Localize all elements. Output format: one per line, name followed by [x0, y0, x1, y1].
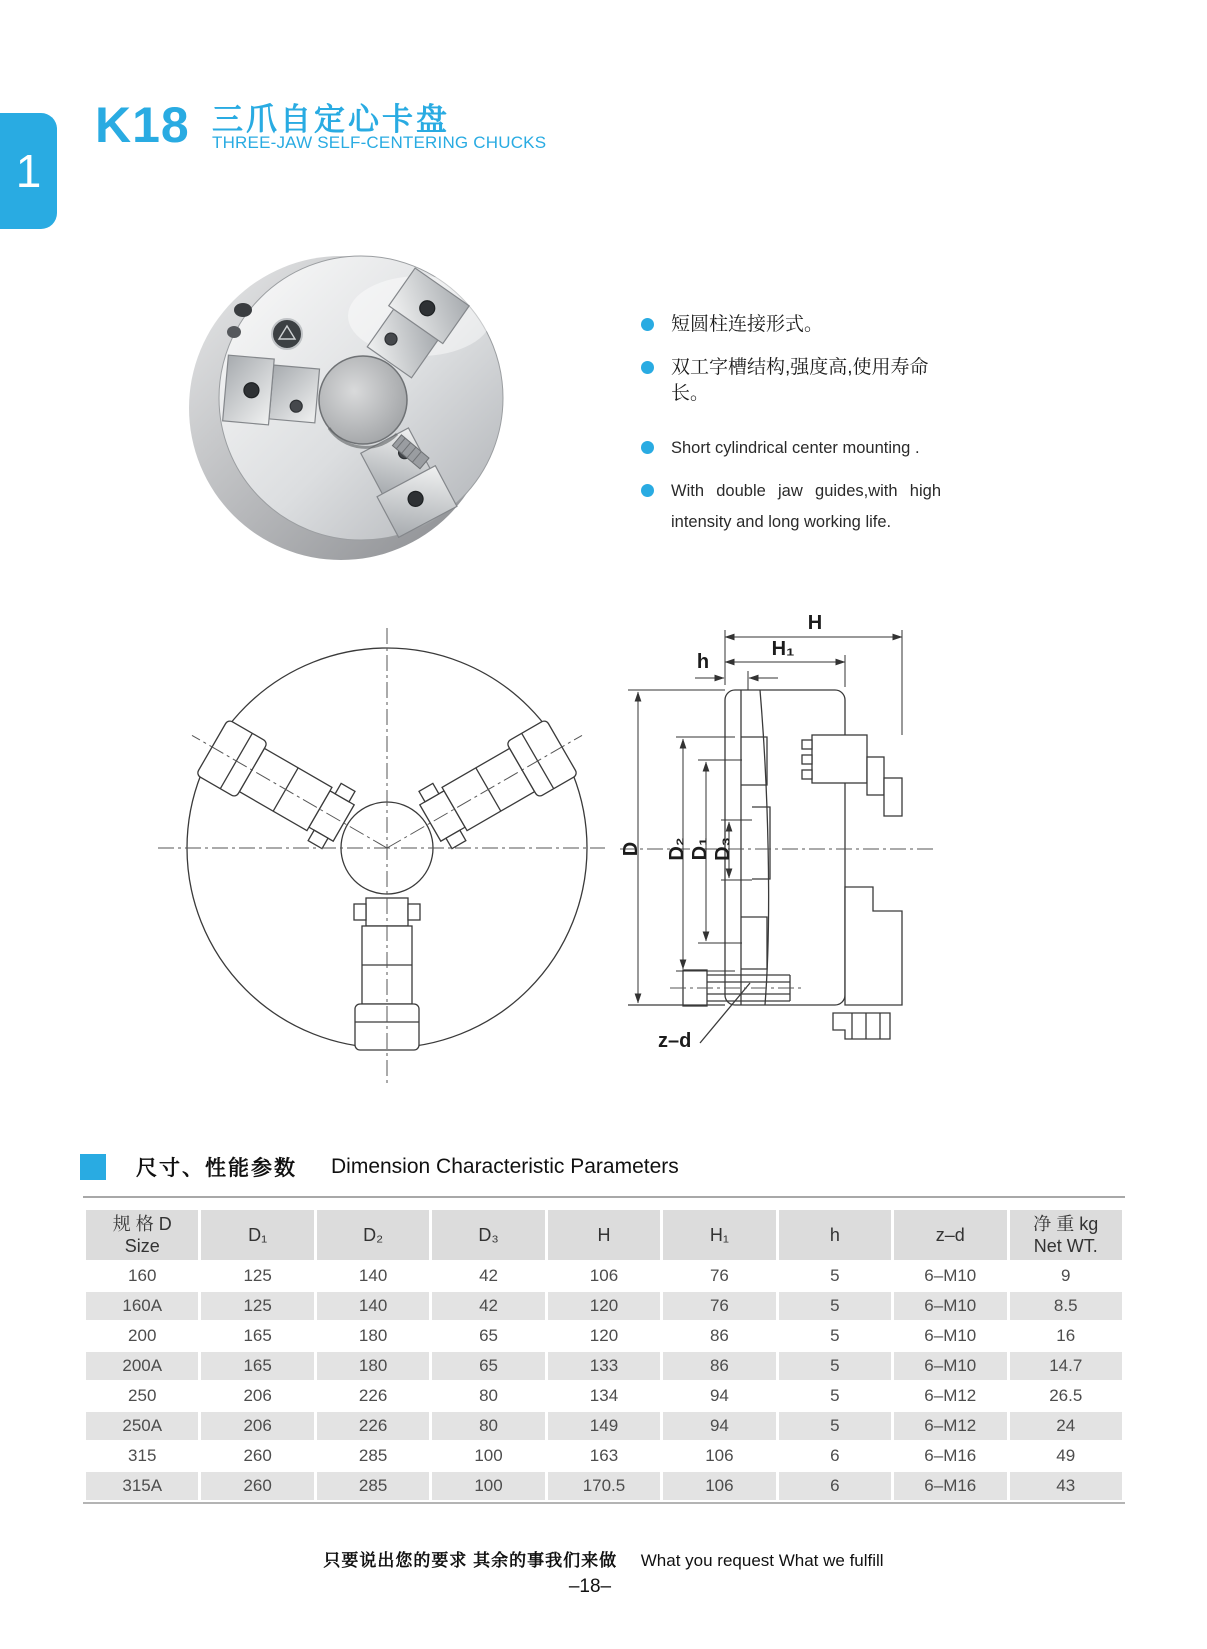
table-cell: 24 — [1010, 1412, 1123, 1440]
section-title-en: Dimension Characteristic Parameters — [331, 1155, 679, 1178]
dim-label-zd: z–d — [658, 1030, 692, 1052]
table-cell: 16 — [1010, 1322, 1123, 1350]
table-cell: 163 — [548, 1442, 660, 1470]
table-cell: 250 — [86, 1382, 198, 1410]
table-header-cell: z–d — [894, 1210, 1006, 1260]
table-cell: 120 — [548, 1292, 660, 1320]
slogan-en: What you request What we fulfill — [640, 1551, 884, 1570]
chuck-photo-group — [189, 256, 503, 560]
table-row — [86, 1472, 1122, 1500]
footer-slogan — [0, 1546, 1207, 1571]
table-header-cell: H₁ — [663, 1210, 775, 1260]
feature-text: 双工字槽结构,强度高,使用寿命长。 — [671, 357, 929, 404]
section-title-zh: 尺寸、性能参数 — [136, 1157, 297, 1180]
table-cell: 100 — [432, 1472, 544, 1500]
chapter-tab — [0, 113, 57, 229]
table-cell: 5 — [779, 1262, 891, 1290]
dim-label-H: H — [807, 612, 823, 634]
table-cell: 6 — [779, 1472, 891, 1500]
table-cell: 94 — [663, 1412, 775, 1440]
table-header-cell: D₁ — [201, 1210, 313, 1260]
chapter-number: 1 — [15, 145, 42, 197]
dim-label-D3: D₃ — [712, 837, 734, 861]
brand-badge — [272, 319, 302, 349]
table-row — [86, 1442, 1122, 1470]
table-cell: 149 — [548, 1412, 660, 1440]
dimension-table — [83, 1208, 1125, 1502]
feature-text: Short cylindrical center mounting . — [671, 439, 920, 457]
table-cell: 6 — [779, 1442, 891, 1470]
spec-table-wrap — [83, 1196, 1125, 1504]
table-cell: 206 — [201, 1382, 313, 1410]
table-header-cell: h — [779, 1210, 891, 1260]
table-header-cell: 净 重 kg Net WT. — [1010, 1210, 1123, 1260]
table-cell: 49 — [1010, 1442, 1123, 1470]
table-cell: 160 — [86, 1262, 198, 1290]
table-header-cell: H — [548, 1210, 660, 1260]
table-cell: 160A — [86, 1292, 198, 1320]
table-cell: 226 — [317, 1412, 429, 1440]
table-cell: 140 — [317, 1262, 429, 1290]
table-cell: 5 — [779, 1292, 891, 1320]
table-cell: 8.5 — [1010, 1292, 1123, 1320]
page-number: –18– — [568, 1576, 612, 1597]
table-cell: 315A — [86, 1472, 198, 1500]
table-row — [86, 1292, 1122, 1320]
dim-label-D1: D₁ — [689, 837, 711, 861]
feature-list — [641, 312, 941, 550]
table-cell: 26.5 — [1010, 1382, 1123, 1410]
table-cell: 180 — [317, 1322, 429, 1350]
feature-item — [641, 355, 941, 407]
table-cell: 80 — [432, 1412, 544, 1440]
table-cell: 9 — [1010, 1262, 1123, 1290]
dim-label-D: D — [620, 841, 642, 857]
table-cell: 43 — [1010, 1472, 1123, 1500]
table-cell: 86 — [663, 1322, 775, 1350]
table-cell: 6–M10 — [894, 1262, 1006, 1290]
section-header — [80, 1152, 679, 1182]
table-cell: 5 — [779, 1322, 891, 1350]
table-cell: 86 — [663, 1352, 775, 1380]
table-row — [86, 1382, 1122, 1410]
table-cell: 260 — [201, 1472, 313, 1500]
table-cell: 260 — [201, 1442, 313, 1470]
page-title-zh: 三爪自定心卡盘 — [212, 102, 450, 137]
table-cell: 140 — [317, 1292, 429, 1320]
table-cell: 285 — [317, 1442, 429, 1470]
table-cell: 6–M16 — [894, 1442, 1006, 1470]
table-cell: 226 — [317, 1382, 429, 1410]
dim-label-H1: H₁ — [771, 638, 795, 660]
table-cell: 76 — [663, 1262, 775, 1290]
table-cell: 285 — [317, 1472, 429, 1500]
table-cell: 80 — [432, 1382, 544, 1410]
dim-label-D2: D₂ — [666, 837, 688, 861]
feature-text: With double jaw guides,with high intensity and long working life. — [671, 482, 941, 531]
table-cell: 14.7 — [1010, 1352, 1123, 1380]
feature-item — [641, 312, 941, 338]
table-cell: 6–M16 — [894, 1472, 1006, 1500]
feature-item — [641, 476, 941, 538]
table-cell: 6–M10 — [894, 1322, 1006, 1350]
slogan-zh: 只要说出您的要求 其余的事我们来做 — [323, 1551, 618, 1570]
table-cell: 315 — [86, 1442, 198, 1470]
feature-item — [641, 433, 941, 464]
table-header-cell: 规 格 D Size — [86, 1210, 198, 1260]
table-cell: 170.5 — [548, 1472, 660, 1500]
table-cell: 134 — [548, 1382, 660, 1410]
table-row — [86, 1412, 1122, 1440]
product-photo-chuck — [115, 238, 585, 573]
table-header-cell: D₃ — [432, 1210, 544, 1260]
table-cell: 42 — [432, 1292, 544, 1320]
table-cell: 6–M12 — [894, 1382, 1006, 1410]
dim-label-h: h — [696, 651, 710, 673]
table-cell: 5 — [779, 1382, 891, 1410]
bullet-icon — [641, 318, 654, 331]
table-cell: 65 — [432, 1322, 544, 1350]
table-cell: 106 — [663, 1472, 775, 1500]
table-cell: 133 — [548, 1352, 660, 1380]
table-cell: 120 — [548, 1322, 660, 1350]
table-cell: 6–M12 — [894, 1412, 1006, 1440]
table-cell: 42 — [432, 1262, 544, 1290]
table-cell: 200 — [86, 1322, 198, 1350]
table-cell: 5 — [779, 1352, 891, 1380]
table-cell: 65 — [432, 1352, 544, 1380]
drawing-side-view — [600, 575, 1205, 1065]
table-cell: 94 — [663, 1382, 775, 1410]
table-cell: 100 — [432, 1442, 544, 1470]
table-cell: 6–M10 — [894, 1352, 1006, 1380]
table-cell: 76 — [663, 1292, 775, 1320]
table-cell: 106 — [548, 1262, 660, 1290]
table-cell: 200A — [86, 1352, 198, 1380]
page-subtitle-en: THREE-JAW SELF-CENTERING CHUCKS — [212, 133, 547, 152]
table-cell: 165 — [201, 1352, 313, 1380]
table-cell: 125 — [201, 1262, 313, 1290]
bullet-icon — [641, 484, 654, 497]
table-cell: 106 — [663, 1442, 775, 1470]
bullet-icon — [641, 361, 654, 374]
table-cell: 180 — [317, 1352, 429, 1380]
table-body — [86, 1262, 1122, 1500]
table-row — [86, 1352, 1122, 1380]
table-cell: 6–M10 — [894, 1292, 1006, 1320]
section-marker-icon — [80, 1154, 106, 1180]
drawing-front-view — [150, 618, 610, 1088]
table-row — [86, 1262, 1122, 1290]
table-row — [86, 1322, 1122, 1350]
table-cell: 165 — [201, 1322, 313, 1350]
table-cell: 206 — [201, 1412, 313, 1440]
face-hole — [227, 326, 241, 338]
table-cell: 250A — [86, 1412, 198, 1440]
bullet-icon — [641, 441, 654, 454]
face-hole — [234, 303, 252, 317]
table-header-cell: D₂ — [317, 1210, 429, 1260]
table-cell: 125 — [201, 1292, 313, 1320]
table-head — [86, 1210, 1122, 1260]
feature-text: 短圆柱连接形式。 — [671, 314, 824, 335]
model-code: K18 — [95, 97, 190, 153]
table-cell: 5 — [779, 1412, 891, 1440]
table-header-row — [86, 1210, 1122, 1260]
